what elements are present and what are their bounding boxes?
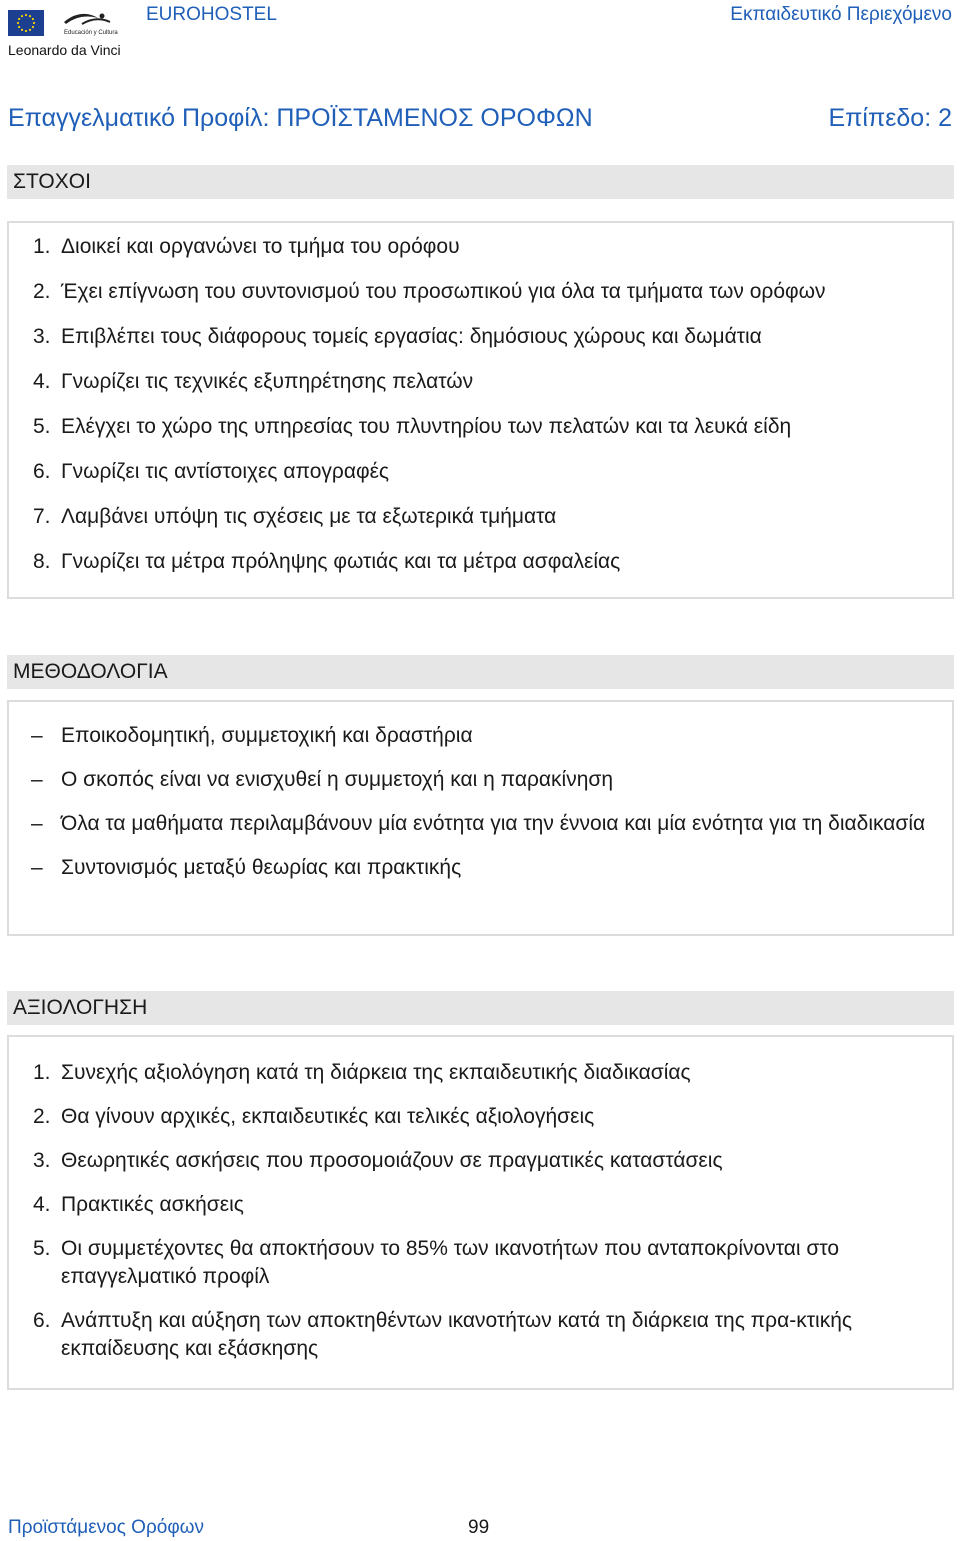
item-text: Γνωρίζει τις τεχνικές εξυπηρέτησης πελατών [61,370,474,393]
list-item [9,233,952,261]
logo-block [8,10,138,60]
content-type-label: Εκπαιδευτικό Περιεχόμενο [730,4,952,25]
item-text: Ο σκοπός είναι να ενισχυθεί η συμμετοχή και η παρακίνηση [61,768,614,791]
item-number: 4. [33,1193,51,1216]
page-number: 99 [468,1517,490,1538]
item-number: 3. [33,1149,51,1172]
item-text: Λαμβάνει υπόψη τις σχέσεις με τα εξωτερικά τμήματα [61,505,557,528]
list-item [9,458,952,486]
list-item [9,323,952,351]
item-text: Έχει επίγνωση του συντονισμού του προσωπικού για όλα τα τμήματα των ορόφων [61,280,826,303]
profile-title: Επαγγελματικό Προφίλ: ΠΡΟΪΣΤΑΜΕΝΟΣ ΟΡΟΦΩΝ [8,104,593,132]
list-item [9,503,952,531]
list-item [9,1307,952,1363]
methodology-heading: ΜΕΘΟΔΟΛΟΓΙΑ [7,655,954,689]
item-number: 7. [33,505,51,528]
item-text: Θεωρητικές ασκήσεις που προσομοιάζουν σε πραγματικές καταστάσεις [61,1149,723,1172]
evaluation-list [9,1037,952,1363]
dash-bullet: – [31,724,43,747]
goals-box [7,221,954,599]
dash-bullet: – [31,768,43,791]
item-number: 2. [33,1105,51,1128]
item-text: Γνωρίζει τα μέτρα πρόληψης φωτιάς και τα μέτρα ασφαλείας [61,550,621,573]
list-item [9,810,952,838]
list-item [9,1059,952,1087]
item-text: Εποικοδομητική, συμμετοχική και δραστήρια [61,724,473,747]
item-text: Οι συμμετέχοντες θα αποκτήσουν το 85% των ικανοτήτων που ανταποκρίνονται στο επαγγελματικό προφίλ [61,1237,839,1288]
goals-list [9,223,952,576]
profile-title-row [8,104,952,133]
methodology-box [7,700,954,936]
item-number: 2. [33,280,51,303]
list-item [9,766,952,794]
item-text: Συντονισμός μεταξύ θεωρίας και πρακτικής [61,856,462,879]
item-text: Συνεχής αξιολόγηση κατά τη διάρκεια της εκπαιδευτικής διαδικασίας [61,1061,691,1084]
eu-flag-icon [8,10,44,36]
item-number: 3. [33,325,51,348]
list-item [9,1191,952,1219]
list-item [9,548,952,576]
item-text: Ελέγχει το χώρο της υπηρεσίας του πλυντηρίου των πελατών και τα λευκά είδη [61,415,792,438]
list-item [9,722,952,750]
dash-bullet: – [31,812,43,835]
item-number: 4. [33,370,51,393]
evaluation-heading: ΑΞΙΟΛΟΓΗΣΗ [7,991,954,1025]
dash-bullet: – [31,856,43,879]
item-number: 5. [33,1237,51,1260]
item-number: 1. [33,1061,51,1084]
item-text: Όλα τα μαθήματα περιλαμβάνουν μία ενότητα για την έννοια και μία ενότητα για τη διαδικασία [61,812,926,835]
list-item [9,1147,952,1175]
goals-heading: ΣΤΟΧΟΙ [7,165,954,199]
item-number: 6. [33,1309,51,1332]
item-number: 8. [33,550,51,573]
item-number: 1. [33,235,51,258]
list-item [9,368,952,396]
list-item [9,278,952,306]
evaluation-box [7,1035,954,1390]
page-header [0,0,960,62]
item-text: Πρακτικές ασκήσεις [61,1193,244,1216]
list-item [9,854,952,882]
item-text: Διοικεί και οργανώνει το τμήμα του ορόφου [61,235,460,258]
item-text: Επιβλέπει τους διάφορους τομείς εργασίας: δημόσιους χώρους και δωμάτια [61,325,762,348]
list-item [9,1103,952,1131]
list-item [9,413,952,441]
methodology-list [9,702,952,882]
item-number: 5. [33,415,51,438]
edu-logo-text: Educación y Cultura [64,30,118,36]
level-label: Επίπεδο: 2 [828,104,952,132]
item-text: Γνωρίζει τις αντίστοιχες απογραφές [61,460,390,483]
item-number: 6. [33,460,51,483]
footer-section-name: Προϊστάμενος Ορόφων [8,1517,204,1538]
item-text: Θα γίνουν αρχικές, εκπαιδευτικές και τελικές αξιολογήσεις [61,1105,595,1128]
program-name: Leonardo da Vinci [8,42,121,58]
item-text: Ανάπτυξη και αύξηση των αποκτηθέντων ικανοτήτων κατά τη διάρκεια της πρα-κτικής εκπαίδευσης και εξάσκησης [61,1309,853,1360]
list-item [9,1235,952,1291]
brand-name: EUROHOSTEL [146,4,277,25]
